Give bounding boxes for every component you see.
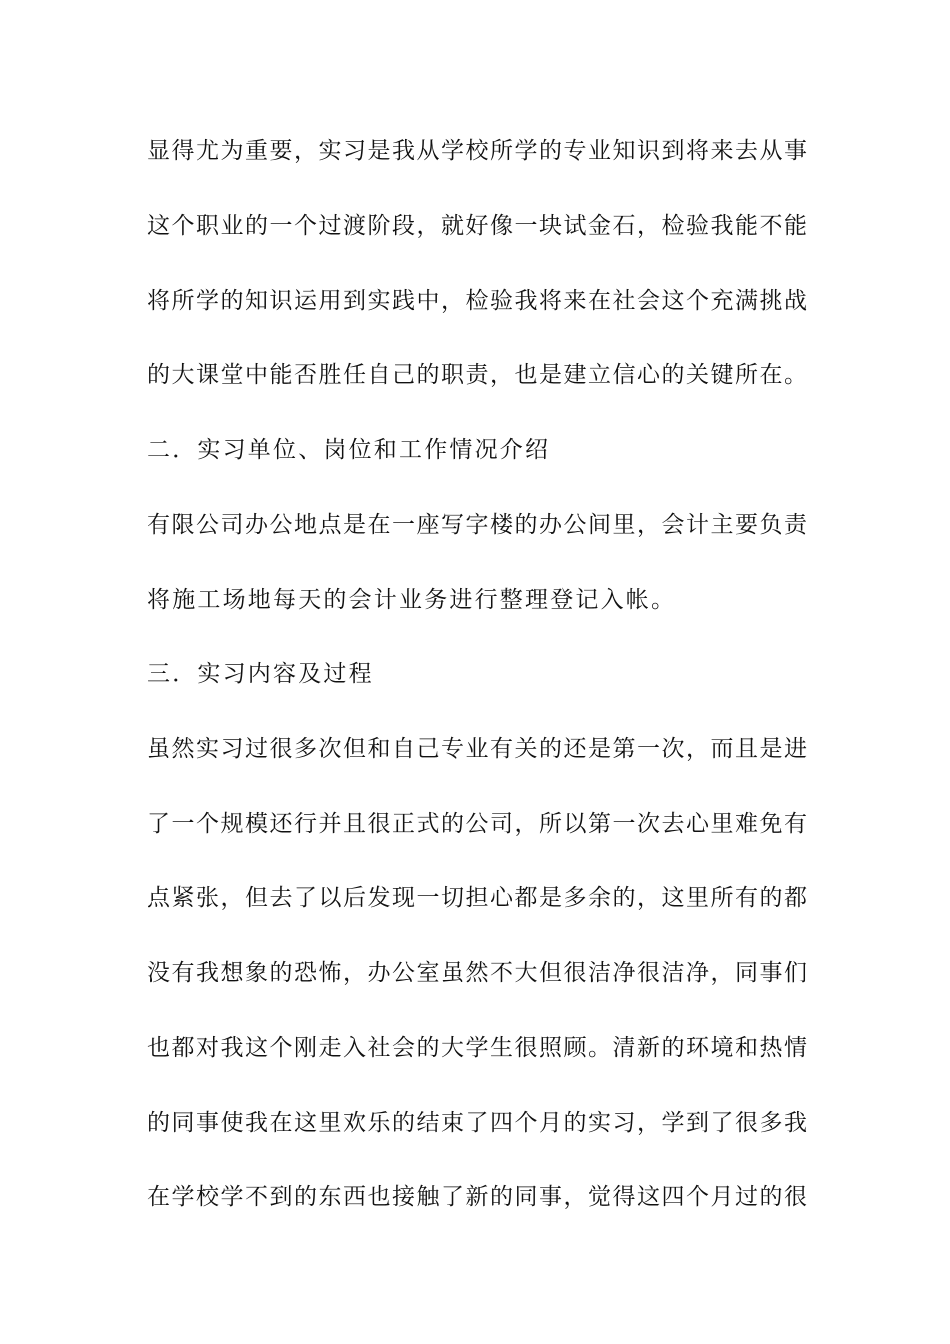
body-text-line: 这个职业的一个过渡阶段，就好像一块试金石，检验我能不能 bbox=[147, 213, 807, 239]
body-text-line: 点紧张，但去了以后发现一切担心都是多余的，这里所有的都 bbox=[147, 885, 807, 911]
body-text-line: 将施工场地每天的会计业务进行整理登记入帐。 bbox=[147, 587, 677, 613]
body-text-line: 的同事使我在这里欢乐的结束了四个月的实习，学到了很多我 bbox=[147, 1110, 807, 1136]
body-text-line: 将所学的知识运用到实践中，检验我将来在社会这个充满挑战 bbox=[147, 288, 807, 314]
section-heading: 三．实习内容及过程 bbox=[147, 661, 374, 687]
body-text-line: 显得尤为重要，实习是我从学校所学的专业知识到将来去从事 bbox=[147, 138, 807, 164]
body-text-line: 在学校学不到的东西也接触了新的同事，觉得这四个月过的很 bbox=[147, 1184, 807, 1210]
body-text-line: 的大课堂中能否胜任自己的职责，也是建立信心的关键所在。 bbox=[147, 362, 807, 388]
body-text-line: 虽然实习过很多次但和自己专业有关的还是第一次，而且是进 bbox=[147, 736, 807, 762]
body-text-line: 了一个规模还行并且很正式的公司，所以第一次去心里难免有 bbox=[147, 811, 807, 837]
body-text-line: 有限公司办公地点是在一座写字楼的办公间里，会计主要负责 bbox=[147, 512, 807, 538]
body-text-line: 没有我想象的恐怖，办公室虽然不大但很洁净很洁净，同事们 bbox=[147, 960, 807, 986]
body-text-line: 也都对我这个刚走入社会的大学生很照顾。清新的环境和热情 bbox=[147, 1035, 807, 1061]
section-heading: 二．实习单位、岗位和工作情况介绍 bbox=[147, 437, 551, 463]
